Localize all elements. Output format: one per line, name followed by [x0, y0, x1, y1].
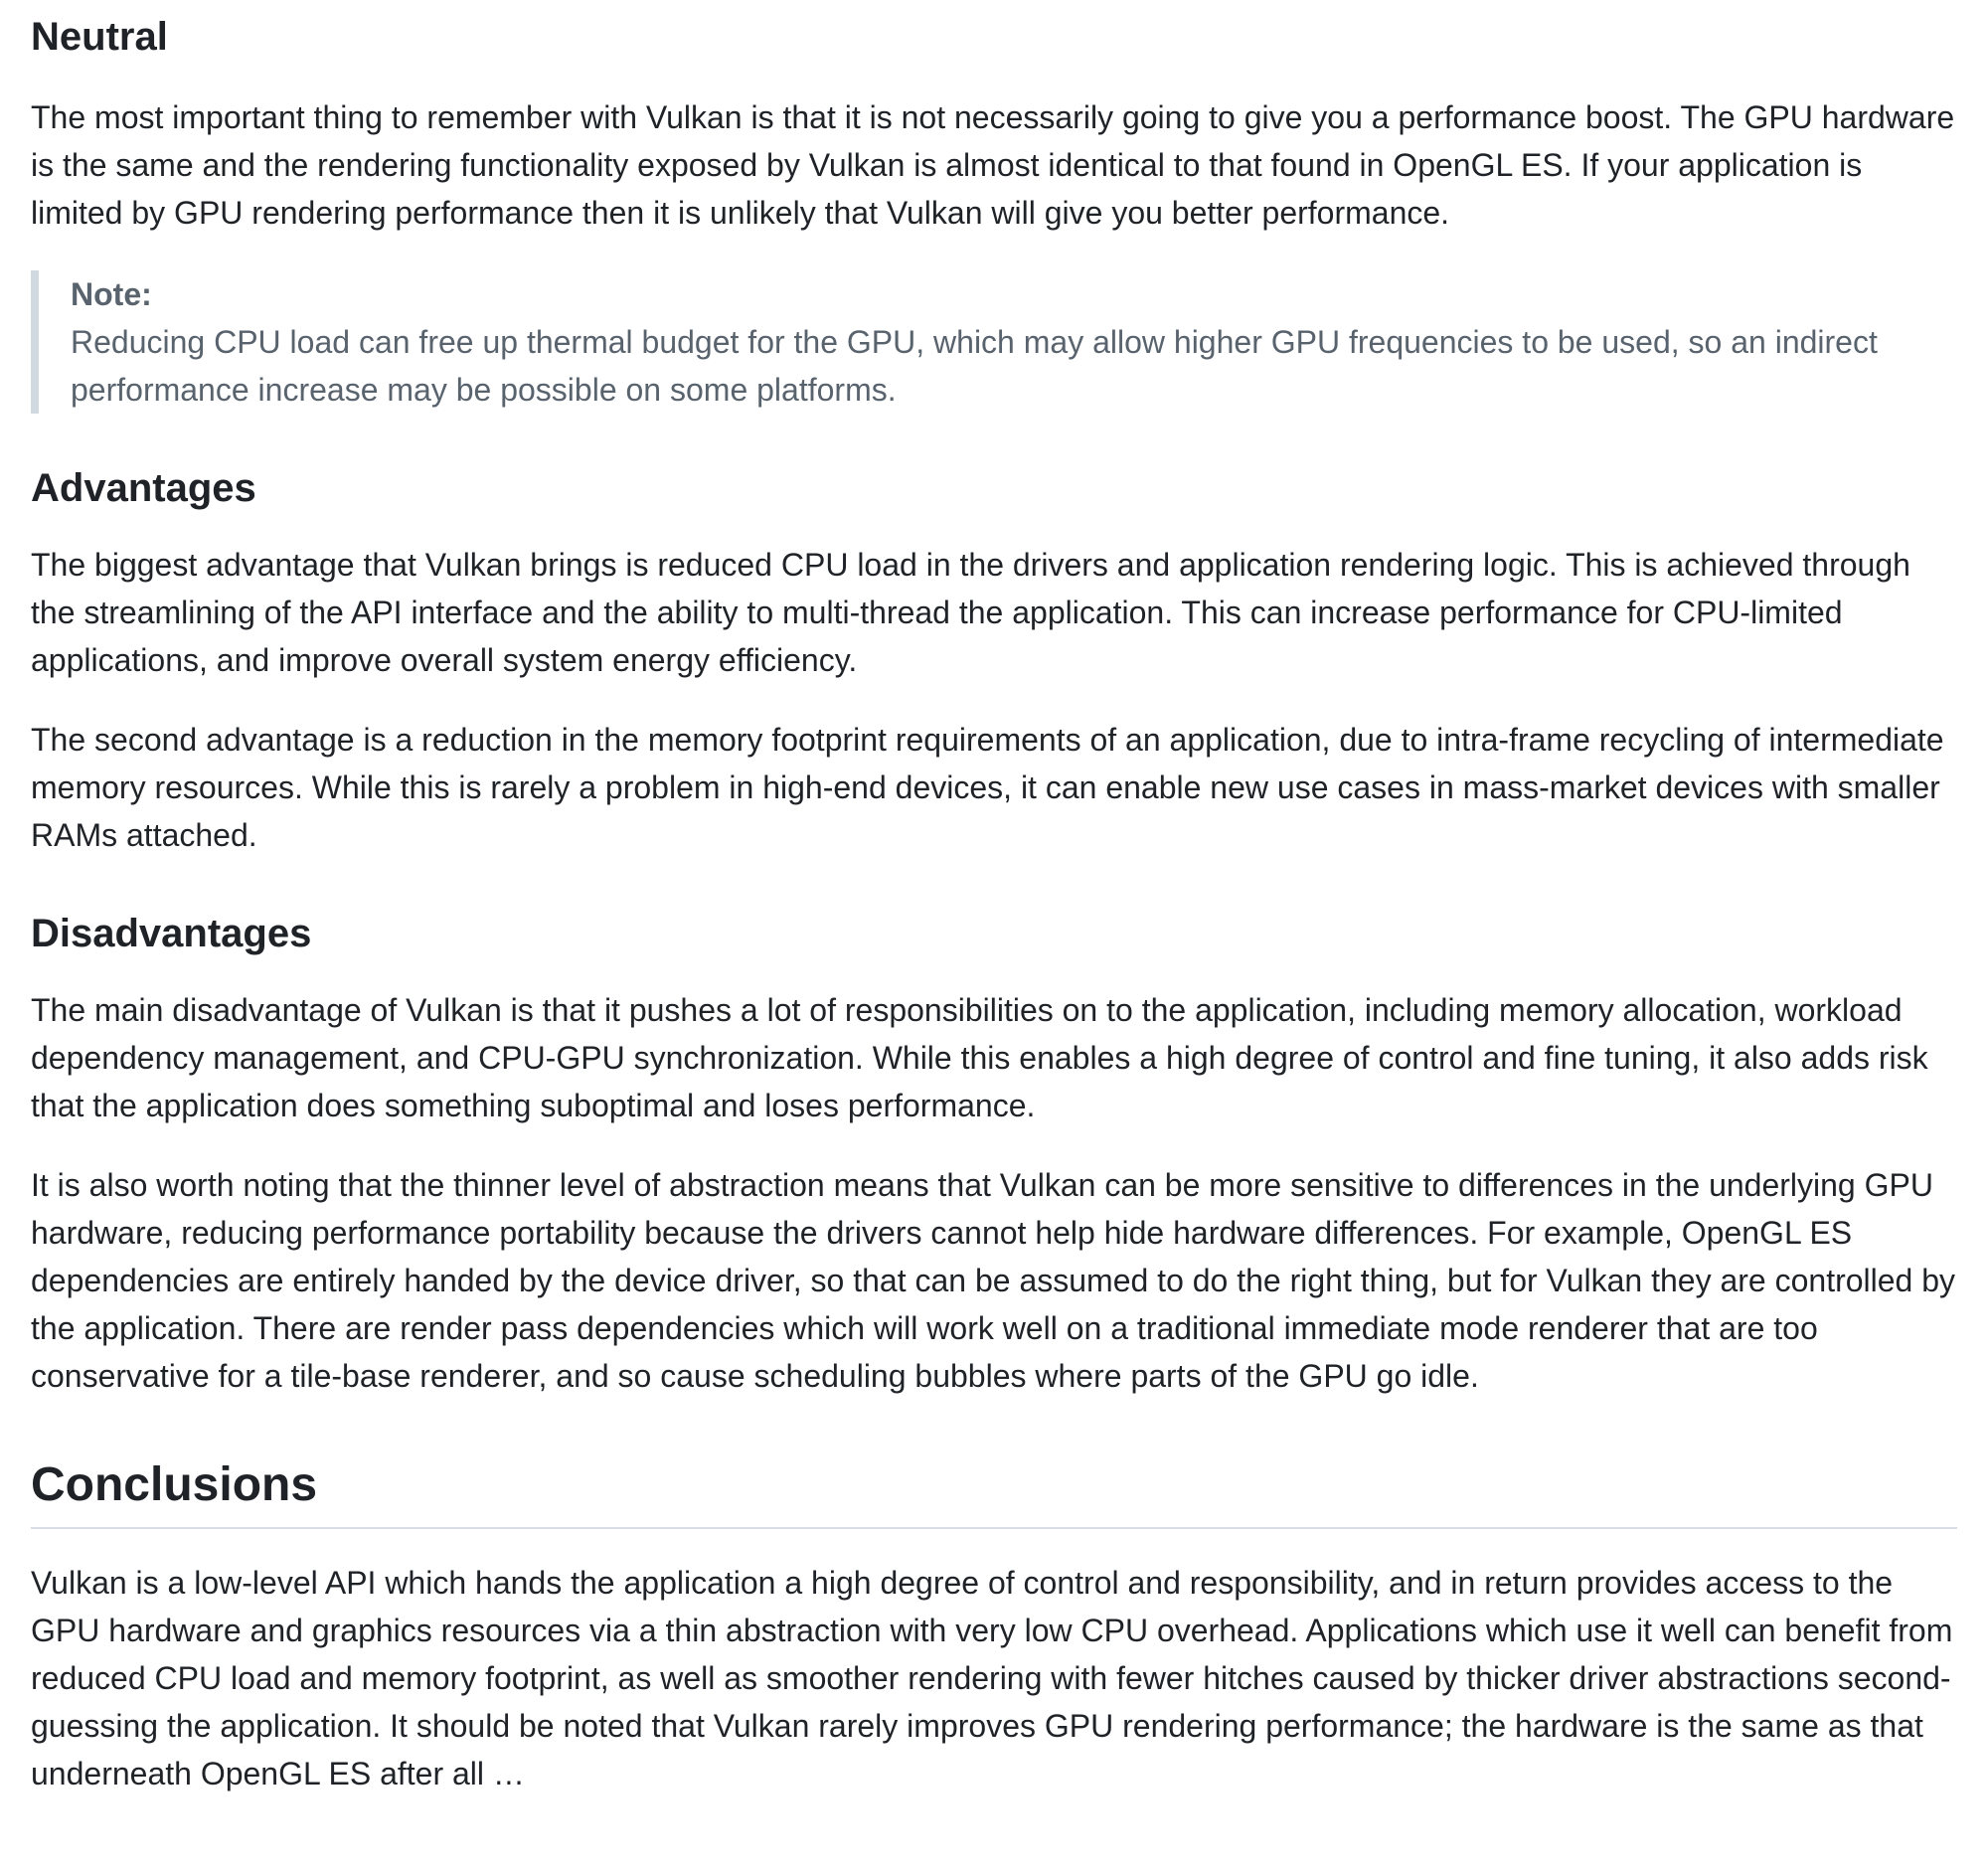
advantages-paragraph-1: The biggest advantage that Vulkan brings is reduced CPU load in the drivers and application rendering logic. This is achieved through the streamlining of the API interface and the ability to multi-thread the application. This can increase performance for CPU-limited applications, and improve overall system energy efficiency. [31, 547, 1910, 678]
conclusions-paragraph: Vulkan is a low-level API which hands the application a high degree of control and responsibility, and in return provides access to the GPU hardware and graphics resources via a thin abstraction with very low CPU overhead. Applications which use it well can benefit from reduced CPU load and memory footprint, as well as smoother rendering with fewer hitches caused by thicker driver abstractions second-guessing the application. It should be noted that Vulkan rarely improves GPU rendering performance; the hardware is the same as that underneath OpenGL ES after all … [31, 1565, 1953, 1791]
disadvantages-paragraph-1: The main disadvantage of Vulkan is that it pushes a lot of responsibilities on to the application, including memory allocation, workload dependency management, and CPU-GPU synchronization. While this enables a high degree of control and fine tuning, it also adds risk that the application does something suboptimal and loses performance. [31, 992, 1928, 1123]
conclusions-heading: Conclusions [31, 1455, 1957, 1529]
note-blockquote [31, 270, 1957, 414]
advantages-paragraph-2: The second advantage is a reduction in the memory footprint requirements of an application, due to intra-frame recycling of intermediate memory resources. While this is rarely a problem in high-end devices, it can enable new use cases in mass-market devices with smaller RAMs attached. [31, 722, 1944, 853]
disadvantages-paragraph-2: It is also worth noting that the thinner level of abstraction means that Vulkan can be more sensitive to differences in the underlying GPU hardware, reducing performance portability because the drivers cannot help hide hardware differences. For example, OpenGL ES dependencies are entirely handed by the device driver, so that can be assumed to do the right thing, but for Vulkan they are controlled by the application. There are render pass dependencies which will work well on a traditional immediate mode renderer that are too conservative for a tile-base renderer, and so cause scheduling bubbles where parts of the GPU go idle. [31, 1167, 1956, 1394]
note-text: Reducing CPU load can free up thermal budget for the GPU, which may allow higher GPU frequencies to be used, so an indirect performance increase may be possible on some platforms. [71, 324, 1878, 408]
note-label: Note: [71, 276, 152, 312]
advantages-heading: Advantages [31, 466, 256, 510]
disadvantages-heading: Disadvantages [31, 912, 312, 955]
neutral-paragraph: The most important thing to remember with Vulkan is that it is not necessarily going to give you a performance boost. The GPU hardware is the same and the rendering functionality exposed by Vulkan is almost identical to that found in OpenGL ES. If your application is limited by GPU rendering performance then it is unlikely that Vulkan will give you better performance. [31, 99, 1955, 231]
neutral-heading: Neutral [31, 15, 168, 59]
